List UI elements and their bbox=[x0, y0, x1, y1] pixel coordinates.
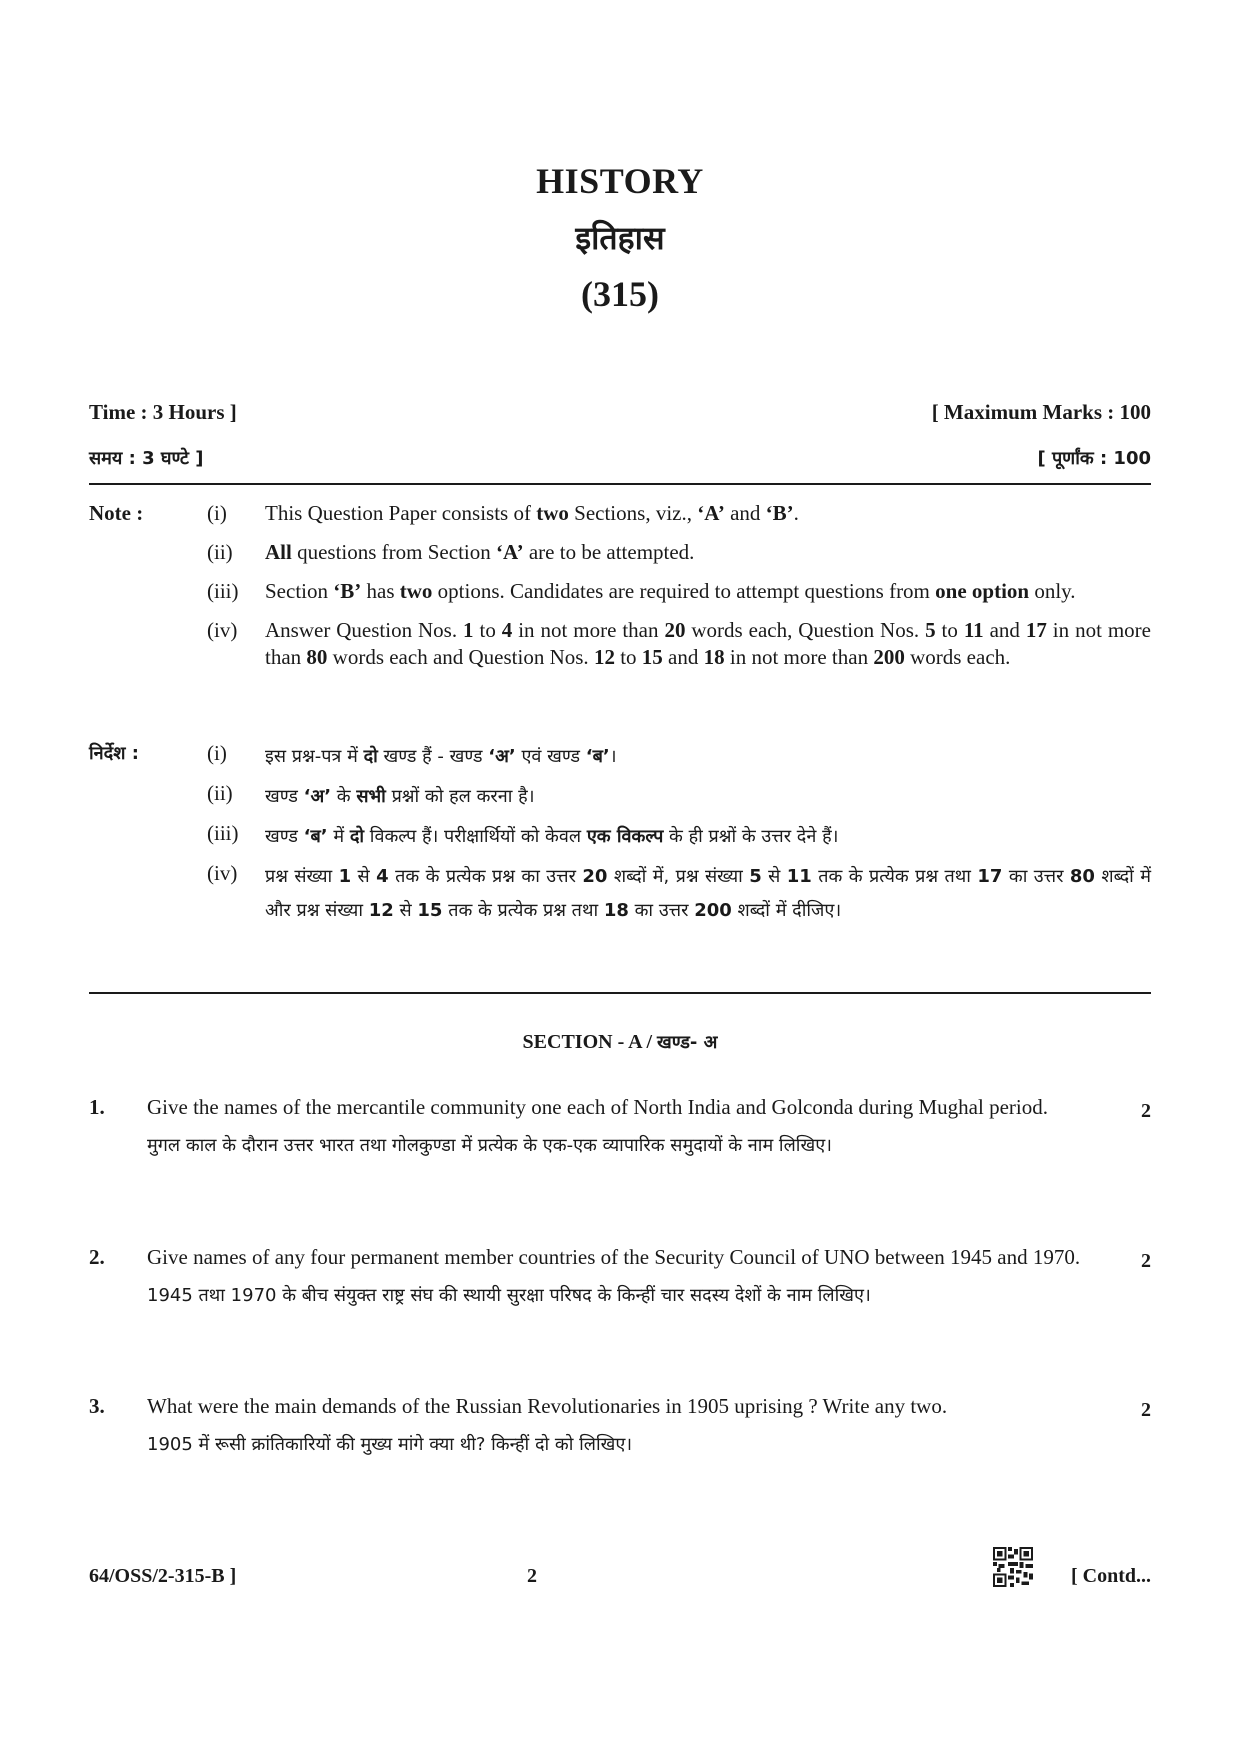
question-text-hindi: 1945 तथा 1970 के बीच संयुक्त राष्ट्र संघ की स्थायी सुरक्षा परिषद के किन्हीं चार सदस्य देशों के नाम लिखिए। bbox=[147, 1285, 871, 1306]
page-title: HISTORY bbox=[536, 161, 704, 201]
page-title-hindi: इतिहास bbox=[575, 219, 665, 257]
question-marks: 2 bbox=[1141, 1399, 1151, 1421]
question-text-hindi: मुगल काल के दौरान उत्तर भारत तथा गोलकुण्डा में प्रत्येक के एक-एक व्यापारिक समुदायों के नाम लिखिए। bbox=[147, 1135, 832, 1156]
question-body bbox=[147, 1244, 1121, 1311]
note-item bbox=[89, 740, 1151, 774]
question-number: 2. bbox=[89, 1245, 105, 1269]
note-label-hindi: निर्देश : bbox=[89, 743, 139, 764]
note-number: (ii) bbox=[207, 781, 233, 805]
subject-code: (315) bbox=[581, 274, 659, 314]
question-item bbox=[89, 1094, 1151, 1161]
question-text-english: Give names of any four permanent member countries of the Security Council of UNO between 1945 and 1970. bbox=[147, 1245, 1081, 1269]
qr-code-icon bbox=[993, 1547, 1033, 1587]
note-label: Note : bbox=[89, 501, 144, 525]
meta-row-english bbox=[89, 400, 1151, 425]
note-item bbox=[89, 860, 1151, 928]
max-marks-label: [ Maximum Marks : 100 bbox=[931, 400, 1151, 424]
question-item bbox=[89, 1393, 1151, 1460]
notes-english bbox=[89, 500, 1151, 683]
time-label: Time : 3 Hours ] bbox=[89, 400, 237, 424]
note-number: (iv) bbox=[207, 861, 238, 885]
max-marks-label-hindi: [ पूर्णांक : 100 bbox=[1037, 448, 1151, 469]
note-text-hindi: खण्ड ‘ब’ में दो विकल्प हैं। परीक्षार्थियों को केवल एक विकल्प के ही प्रश्नों के उत्तर देने हैं। bbox=[265, 826, 839, 847]
paper-code: 64/OSS/2-315-B ] bbox=[89, 1565, 237, 1587]
question-marks: 2 bbox=[1141, 1100, 1151, 1122]
note-text: Section ‘B’ has two options. Candidates are required to attempt questions from one option only. bbox=[265, 579, 1076, 603]
note-item bbox=[89, 617, 1151, 671]
title-block bbox=[0, 160, 1240, 315]
note-number: (i) bbox=[207, 501, 227, 525]
note-item bbox=[89, 820, 1151, 854]
section-title-english: SECTION - A / bbox=[522, 1031, 658, 1053]
divider-top bbox=[89, 483, 1151, 485]
note-item bbox=[89, 780, 1151, 814]
question-body bbox=[147, 1094, 1121, 1161]
note-text-hindi: खण्ड ‘अ’ के सभी प्रश्नों को हल करना है। bbox=[265, 786, 535, 807]
note-number: (iii) bbox=[207, 579, 239, 603]
question-item bbox=[89, 1244, 1151, 1311]
note-number: (i) bbox=[207, 741, 227, 765]
page-footer bbox=[89, 1547, 1151, 1597]
note-number: (ii) bbox=[207, 540, 233, 564]
page-number: 2 bbox=[527, 1565, 537, 1587]
note-item bbox=[89, 539, 1151, 566]
note-text: This Question Paper consists of two Sections, viz., ‘A’ and ‘B’. bbox=[265, 501, 799, 525]
meta-row-hindi bbox=[89, 446, 1151, 470]
note-text-hindi: प्रश्न संख्या 1 से 4 तक के प्रत्येक प्रश्न का उत्तर 20 शब्दों में, प्रश्न संख्या 5 से 11 तक के प्रत्येक प्रश्न तथा 17 का उत्तर 80 शब्दों में और प्रश्न संख्या 12 से 15 तक के प्रत्येक प्रश्न तथा 18 का उत्तर 200 शब्दों में दीजिए। bbox=[265, 866, 1151, 921]
time-label-hindi: समय : 3 घण्टे ] bbox=[89, 448, 204, 469]
section-title-hindi: खण्ड- अ bbox=[657, 1032, 718, 1053]
question-number: 3. bbox=[89, 1394, 105, 1418]
question-number: 1. bbox=[89, 1095, 105, 1119]
question-text-hindi: 1905 में रूसी क्रांतिकारियों की मुख्य मांगे क्या थी? किन्हीं दो को लिखिए। bbox=[147, 1434, 633, 1455]
note-text-hindi: इस प्रश्न-पत्र में दो खण्ड हैं - खण्ड ‘अ’ एवं खण्ड ‘ब’। bbox=[265, 746, 617, 767]
section-title bbox=[0, 1030, 1240, 1054]
question-text-english: Give the names of the mercantile community one each of North India and Golconda during Mughal period. bbox=[147, 1095, 1048, 1119]
note-text: Answer Question Nos. 1 to 4 in not more than 20 words each, Question Nos. 5 to 11 and 17 in not more than 80 words each and Question Nos. 12 to 15 and 18 in not more than 200 words each. bbox=[265, 618, 1151, 669]
continued-label: [ Contd... bbox=[1070, 1565, 1151, 1587]
note-text: All questions from Section ‘A’ are to be attempted. bbox=[265, 540, 695, 564]
question-marks: 2 bbox=[1141, 1250, 1151, 1272]
note-item bbox=[89, 500, 1151, 527]
divider-bottom bbox=[89, 992, 1151, 994]
question-text-english: What were the main demands of the Russian Revolutionaries in 1905 uprising ? Write any two. bbox=[147, 1394, 948, 1418]
question-body bbox=[147, 1393, 1121, 1460]
note-item bbox=[89, 578, 1151, 605]
note-number: (iv) bbox=[207, 618, 238, 642]
note-number: (iii) bbox=[207, 821, 239, 845]
notes-hindi bbox=[89, 740, 1151, 934]
